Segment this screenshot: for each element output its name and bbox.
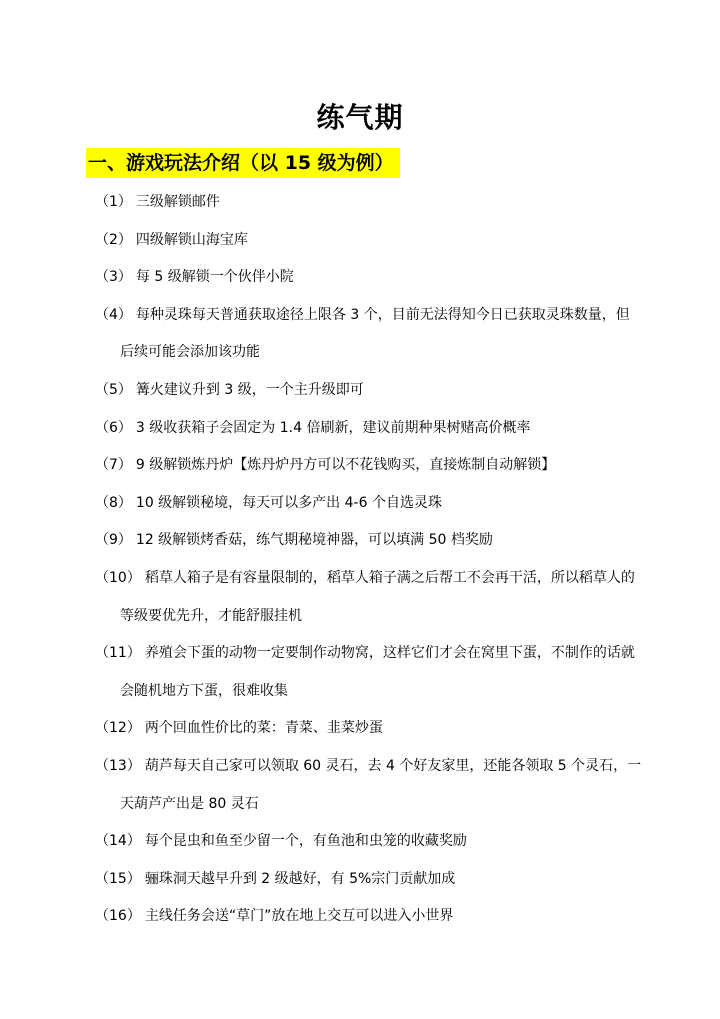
- item-text: 篝火建议升到 3 级，一个主升级即可: [135, 381, 364, 398]
- item-text: 两个回血性价比的菜：青菜、韭菜炒蛋: [144, 720, 383, 737]
- list-item: [95, 447, 655, 485]
- item-number: （13）: [95, 757, 141, 774]
- list-item: [95, 485, 655, 523]
- item-number: （3）: [95, 269, 132, 286]
- item-number: （10）: [95, 569, 141, 586]
- item-number: （5）: [95, 381, 132, 398]
- item-text: 四级解锁山海宝库: [135, 231, 248, 248]
- item-number: （4）: [95, 306, 132, 323]
- list-item: [95, 748, 655, 823]
- list-item: [95, 259, 655, 297]
- item-text: 3 级收获箱子会固定为 1.4 倍刷新，建议前期种果树赌高价概率: [135, 419, 531, 436]
- item-number: （1）: [95, 194, 132, 210]
- item-text: 葫芦每天自己家可以领取 60 灵石，去 4 个好友家里，还能各领取 5 个灵石，一: [144, 757, 642, 774]
- item-text: 主线任务会送“草门”放在地上交互可以进入小世界: [144, 908, 454, 925]
- item-text: 稻草人箱子是有容量限制的，稻草人箱子满之后帮工不会再干活，所以稻草人的: [144, 569, 635, 586]
- item-text: 9 级解锁炼丹炉【炼丹炉丹方可以不花钱购买，直接炼制自动解锁】: [135, 457, 556, 474]
- item-text: 每个昆虫和鱼至少留一个，有鱼池和虫笼的收藏奖励: [144, 833, 467, 850]
- list-item: [95, 410, 655, 448]
- item-text: 骊珠洞天越早升到 2 级越好，有 5%宗门贡献加成: [144, 870, 456, 887]
- item-number: （9）: [95, 532, 132, 549]
- list-item: [95, 710, 655, 748]
- list-item: [95, 372, 655, 410]
- item-text-continuation: 会随机地方下蛋，很难收集: [120, 682, 288, 699]
- item-number: （7）: [95, 457, 132, 474]
- page-title: 练气期: [316, 101, 404, 134]
- list-item: [95, 898, 655, 936]
- item-list: [95, 184, 655, 936]
- item-number: （2）: [95, 231, 132, 248]
- list-item: [95, 560, 655, 635]
- list-item: [95, 297, 655, 372]
- item-text: 养殖会下蛋的动物一定要制作动物窝，这样它们才会在窝里下蛋，不制作的话就: [144, 645, 635, 662]
- list-item: [95, 184, 655, 222]
- section-heading: 一、游戏玩法介绍（以 15 级为例）: [86, 148, 400, 178]
- list-item: [95, 522, 655, 560]
- item-text: 12 级解锁烤香菇，练气期秘境神器，可以填满 50 档奖励: [135, 532, 493, 549]
- item-number: （12）: [95, 720, 141, 737]
- list-item: [95, 823, 655, 861]
- item-text-continuation: 天葫芦产出是 80 灵石: [120, 795, 259, 812]
- item-number: （15）: [95, 870, 141, 887]
- item-number: （16）: [95, 908, 141, 925]
- item-text-continuation: 后续可能会添加该功能: [120, 344, 260, 361]
- item-text: 每 5 级解锁一个伙伴小院: [135, 269, 294, 286]
- item-number: （14）: [95, 833, 141, 850]
- item-text: 10 级解锁秘境，每天可以多产出 4-6 个自选灵珠: [135, 494, 442, 511]
- list-item: [95, 635, 655, 710]
- item-number: （8）: [95, 494, 132, 511]
- list-item: [95, 222, 655, 260]
- item-number: （6）: [95, 419, 132, 436]
- list-item: [95, 861, 655, 899]
- item-text-continuation: 等级要优先升，才能舒服挂机: [120, 607, 302, 624]
- item-text: 每种灵珠每天普通获取途径上限各 3 个，目前无法得知今日已获取灵珠数量，但: [135, 306, 630, 323]
- item-number: （11）: [95, 645, 141, 662]
- item-text: 三级解锁邮件: [135, 194, 220, 210]
